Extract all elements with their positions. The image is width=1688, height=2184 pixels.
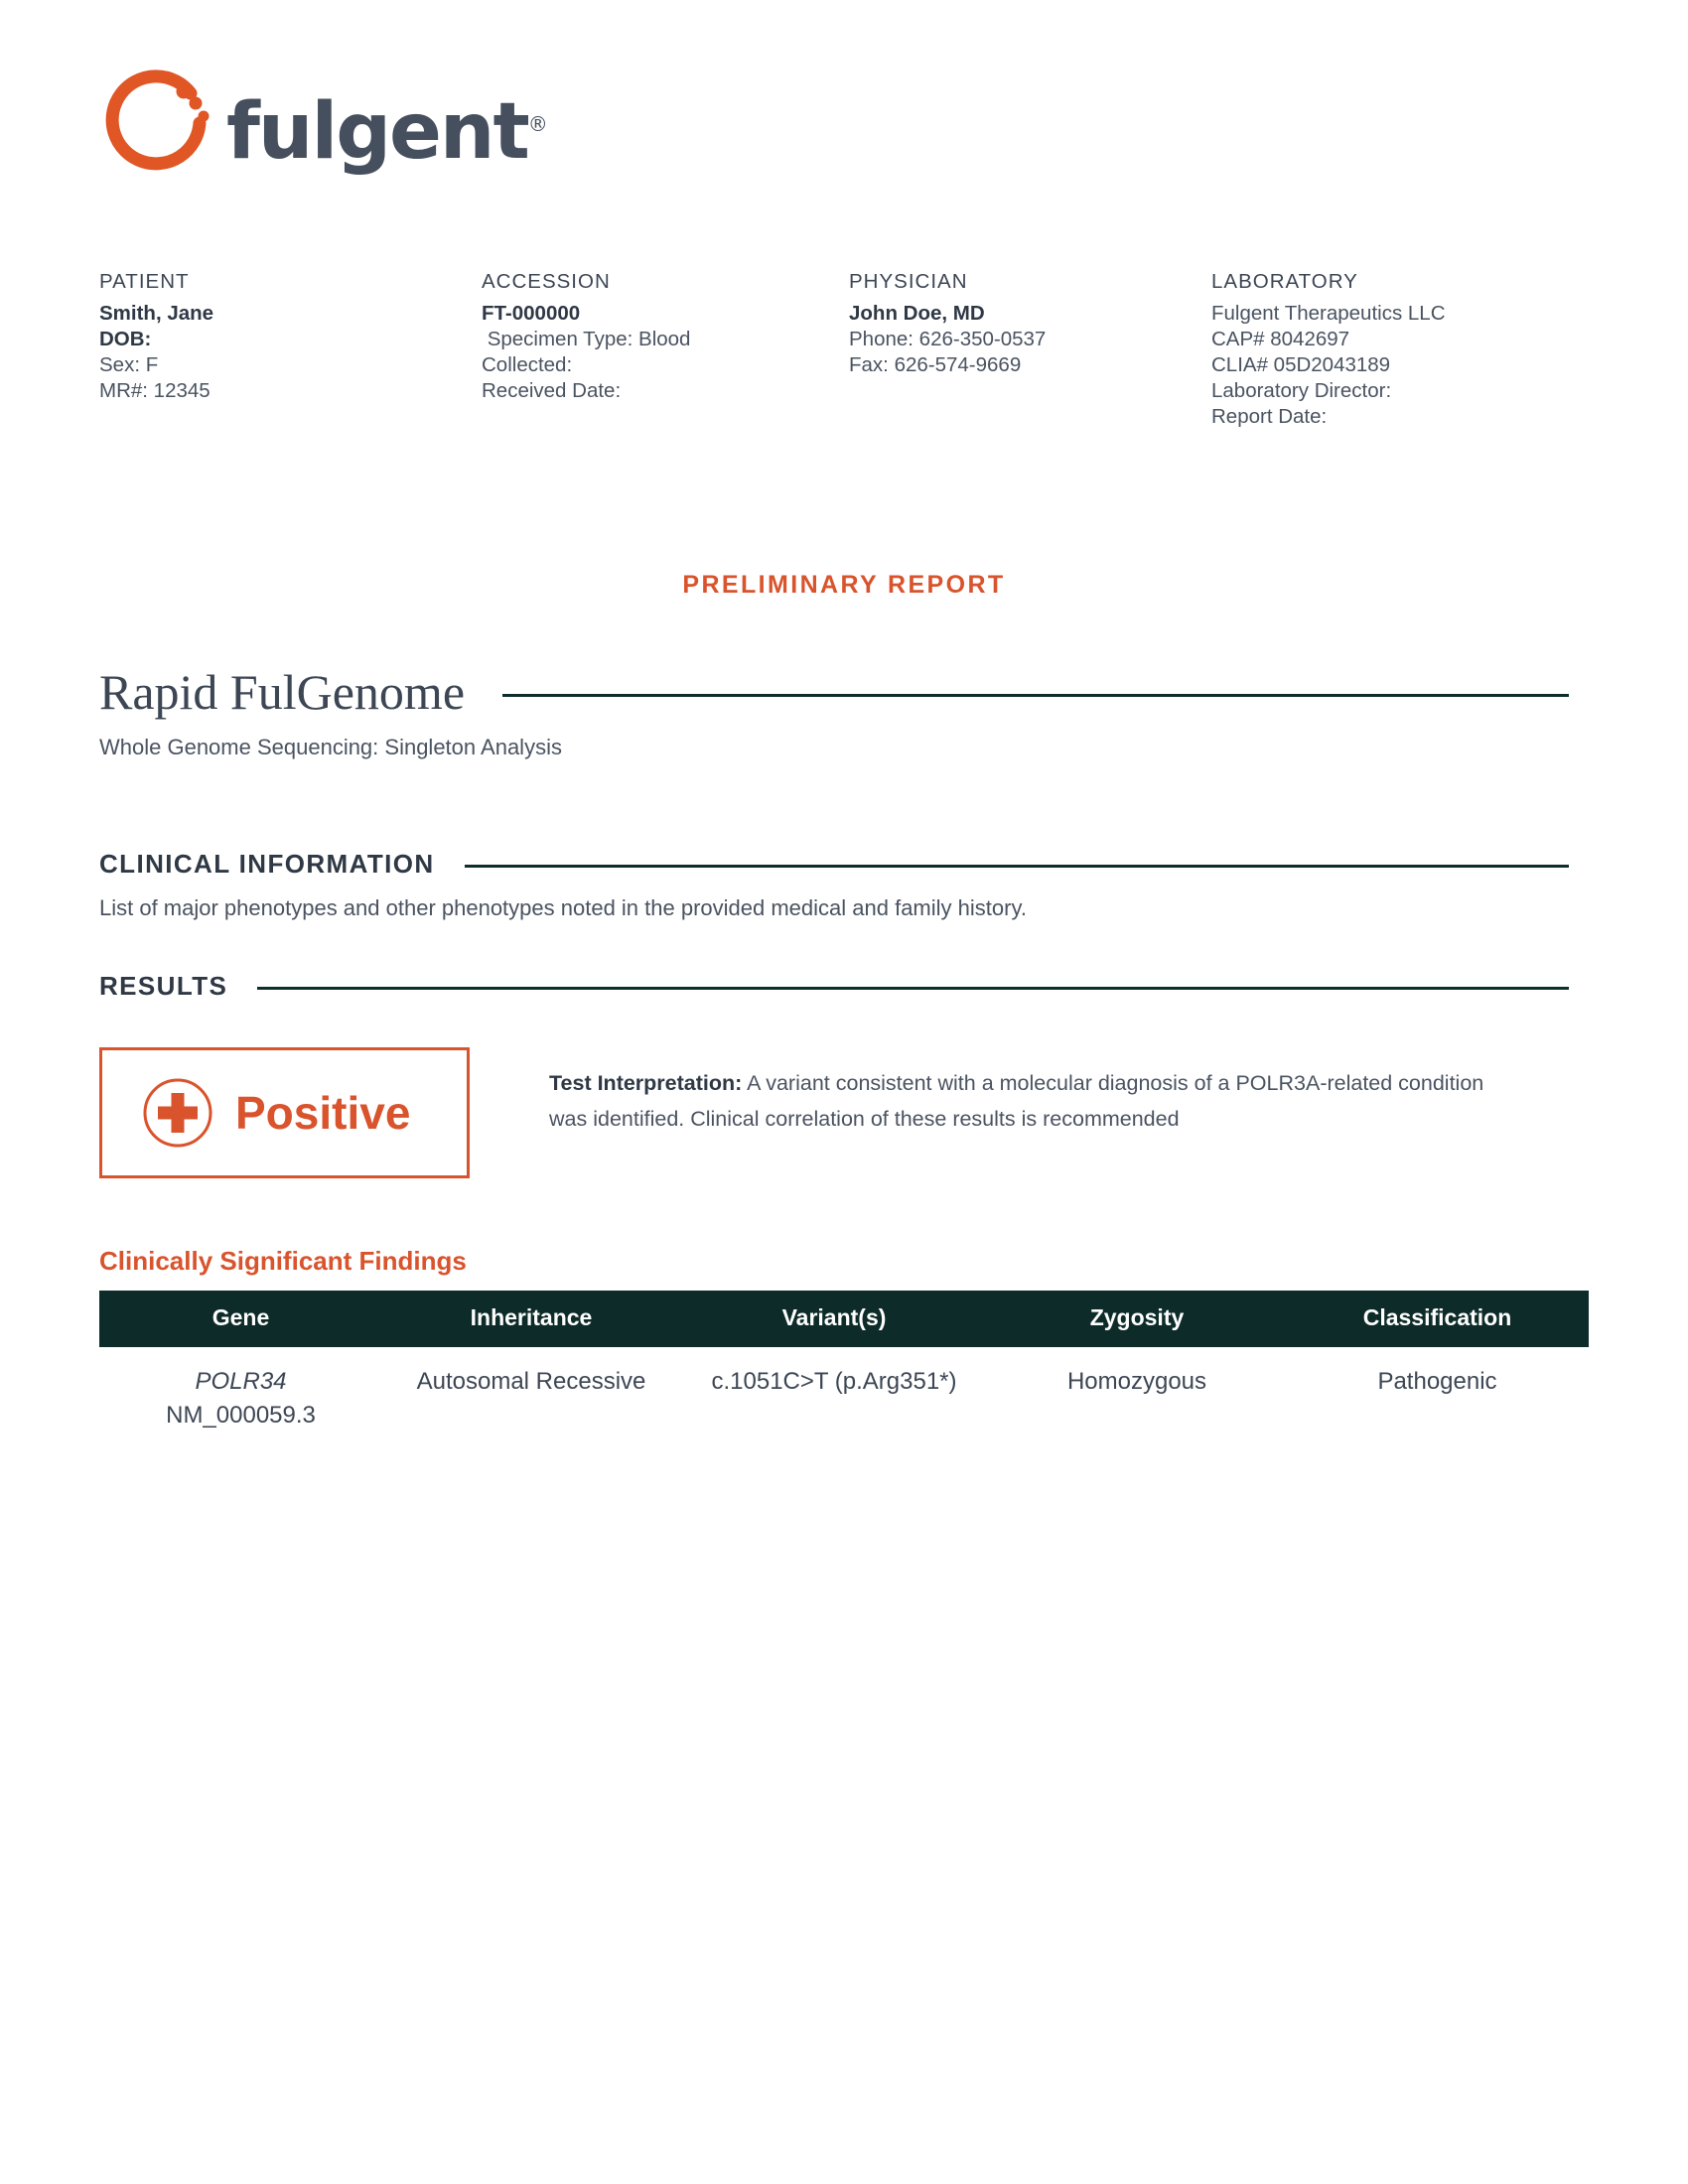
specimen-type: Specimen Type: Blood: [482, 328, 691, 350]
laboratory-info-block: [1211, 270, 1569, 430]
patient-heading: PATIENT: [99, 270, 190, 293]
patient-sex: Sex: F: [99, 353, 159, 376]
accession-number: FT-000000: [482, 302, 581, 325]
column-header-inheritance: Inheritance: [382, 1291, 680, 1347]
fulgent-wordmark: [226, 87, 548, 177]
clinical-information-heading-row: [99, 849, 1569, 880]
report-title-row: [99, 664, 1569, 720]
column-header-gene: Gene: [99, 1291, 382, 1347]
physician-info-block: [849, 270, 1211, 430]
test-interpretation-text: A variant consistent with a molecular diagnosis of a POLR3A-related condition was identified. Clinical correlation of these results is recommended: [549, 1071, 1484, 1131]
column-header-zygosity: Zygosity: [988, 1291, 1286, 1347]
laboratory-name: Fulgent Therapeutics LLC: [1211, 302, 1446, 325]
cell-classification: Pathogenic: [1377, 1368, 1497, 1395]
findings-title: Clinically Significant Findings: [99, 1246, 467, 1276]
laboratory-clia: CLIA# 05D2043189: [1211, 353, 1391, 376]
plus-in-circle-icon: [142, 1077, 213, 1149]
results-heading: RESULTS: [99, 971, 228, 1001]
result-status-badge: [99, 1047, 470, 1178]
results-divider: [257, 987, 1569, 990]
physician-heading: PHYSICIAN: [849, 270, 968, 293]
laboratory-cap: CAP# 8042697: [1211, 328, 1350, 350]
result-status-label: Positive: [235, 1087, 411, 1139]
collected-date: Collected:: [482, 353, 573, 376]
test-interpretation: [549, 1065, 1527, 1137]
clinically-significant-findings-table: [99, 1291, 1589, 1452]
patient-info-block: [99, 270, 482, 430]
gene-symbol: POLR34: [195, 1368, 287, 1395]
clinical-information-heading: CLINICAL INFORMATION: [99, 849, 435, 879]
cell-gene: [99, 1347, 382, 1452]
preliminary-report-banner: PRELIMINARY REPORT: [682, 571, 1006, 599]
report-header-info: [99, 270, 1569, 430]
fulgent-logo: [99, 68, 548, 185]
report-subtitle: Whole Genome Sequencing: Singleton Analysis: [99, 735, 562, 759]
clinical-information-divider: [465, 865, 1569, 868]
laboratory-report-date: Report Date:: [1211, 405, 1328, 428]
patient-dob: DOB:: [99, 328, 152, 350]
patient-name: Smith, Jane: [99, 302, 214, 325]
physician-phone: Phone: 626-350-0537: [849, 328, 1047, 350]
column-header-classification: Classification: [1286, 1291, 1589, 1347]
table-header-row: [99, 1291, 1589, 1347]
cell-zygosity: Homozygous: [1066, 1368, 1207, 1395]
cell-inheritance: Autosomal Recessive: [416, 1368, 646, 1395]
logo-word-text: fulgent: [226, 87, 528, 177]
gene-transcript: NM_000059.3: [166, 1402, 316, 1429]
report-title: Rapid FulGenome: [99, 664, 466, 720]
physician-fax: Fax: 626-574-9669: [849, 353, 1022, 376]
accession-info-block: [482, 270, 849, 430]
patient-mrn: MR#: 12345: [99, 379, 211, 402]
physician-name: John Doe, MD: [849, 302, 985, 325]
received-date: Received Date:: [482, 379, 622, 402]
accession-heading: ACCESSION: [482, 270, 611, 293]
results-block: [99, 1047, 1569, 1178]
test-interpretation-label: Test Interpretation:: [549, 1071, 743, 1095]
column-header-variants: Variant(s): [680, 1291, 988, 1347]
table-row: [99, 1347, 1589, 1452]
fulgent-circle-mark-icon: [99, 68, 216, 185]
laboratory-director: Laboratory Director:: [1211, 379, 1392, 402]
clinical-information-body: List of major phenotypes and other phenotypes noted in the provided medical and family history.: [99, 895, 1027, 920]
results-heading-row: [99, 971, 1569, 1002]
cell-variant: c.1051C>T (p.Arg351*): [711, 1368, 957, 1395]
registered-trademark-icon: ®: [527, 112, 548, 136]
title-divider: [502, 694, 1569, 697]
laboratory-heading: LABORATORY: [1211, 270, 1358, 293]
